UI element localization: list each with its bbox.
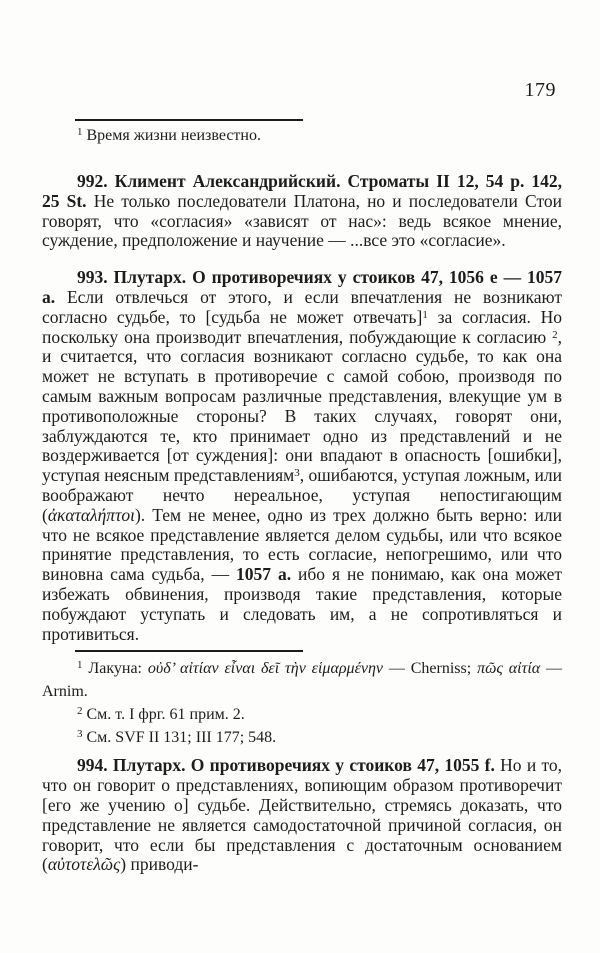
paragraph-994 [42,756,562,875]
body-text: См. т. I фрг. 61 прим. 2. [86,706,245,724]
greek-text: αὐτοτελῶς [47,854,121,875]
footnote-marker: 1 [77,659,83,672]
body-text: за согласия. Но поскольку она производит впечатления, побуждающие к согласию [42,306,562,347]
body-text: — Arnim. [42,660,563,701]
body-text: Лакуна: [88,660,148,678]
footnote-item-3 [42,726,562,749]
body-text: ибо я не понимаю, как она может избежать обвинения, производя такие представления, которые побуждают уступать и следовать им, а не сопротивляться и противиться. [42,564,562,644]
body-text: , ошибаются, уступая ложным, или воображают нечто нереальное, уступая непостигающим ( [42,465,562,525]
greek-text: ἀκαταλήπτοι [47,504,135,525]
paragraph-993 [42,268,562,644]
body-text: — Cherniss; [383,660,478,678]
footnote-rule-bottom [75,650,303,652]
footnote-reference: 3 [294,467,300,480]
page-content [42,0,562,875]
body-text: ) приводи- [120,854,199,875]
footnote-text: Время жизни неизвестно. [86,127,261,144]
fragment-994 [42,756,562,875]
fragments-992-993 [42,172,562,644]
body-text: , и считается, что согласия возникают согласно судьбе, то как она может не вступать в противоречие с самой собою, производя по самым важным вопросам различные представления, влекущие ум в противоположные стороны? В таких случаях, говорят они, заблуждаются те, кто принимает одно из представлений и не воздерживается [от суждения]: они впадают в опасность [ошибки], уступая неясным представлениям [42,326,562,486]
footnote-item-1 [42,657,562,703]
footnote-item-2 [42,703,562,726]
body-text: Но и то, что он говорит о представлениях, вопиющим образом противоречит [его же учению о] судьбе. Действительно, стремясь доказать, что представление не является самодостаточной причиной согласия, он говорит, что если бы представления с достаточным основанием ( [42,755,563,875]
fragment-heading: 992. Климент Александрийский. Строматы II 12, 54 p. 142, 25 St. [42,171,562,211]
paragraph-992 [42,172,562,251]
footnote-rule-top [75,119,303,121]
page-number: 179 [524,79,556,101]
fragment-heading: 994. Плутарх. О противоречиях у стоиков 47, 1055 f. [77,755,501,776]
footnote-marker: 2 [77,705,83,718]
body-text: ). Тем не менее, одно из трех должно быть верно: или что не всякое представление является делом судьбы, или что всякое принятие представления, то есть согласие, непогрешимо, или что виновна сама судьба, — [42,504,562,585]
footnote-marker: 1 [77,126,83,138]
footnote-marker: 3 [77,728,83,741]
body-text: Не только последователи Платона, но и последователи Стои говорят, что «согласия» «зависят от нас»: ведь всякое мнение, суждение, предположение и научение — ...все это «согласие». [42,190,562,251]
body-text: См. SVF II 131; III 177; 548. [86,729,277,747]
footnote-reference: 1 [422,308,428,321]
footnotes-block [42,657,562,749]
fragment-heading: 1057 a. [236,564,292,585]
greek-text: πῶς αἰτία [477,660,541,678]
footnote-item-top [42,125,562,147]
fragment-heading: 993. Плутарх. О противоречиях у стоиков 47, 1056 e — 1057 a. [42,267,562,307]
body-text: Если отвлечься от этого, и если впечатления не возникают согласно судьбе, то [судьба не может отвечать] [42,286,563,327]
greek-text: οὐδ’ αἰτίαν εἶναι δεῖ τὴν εἱμαρμένην [147,660,384,678]
footnote-reference: 2 [552,328,558,341]
